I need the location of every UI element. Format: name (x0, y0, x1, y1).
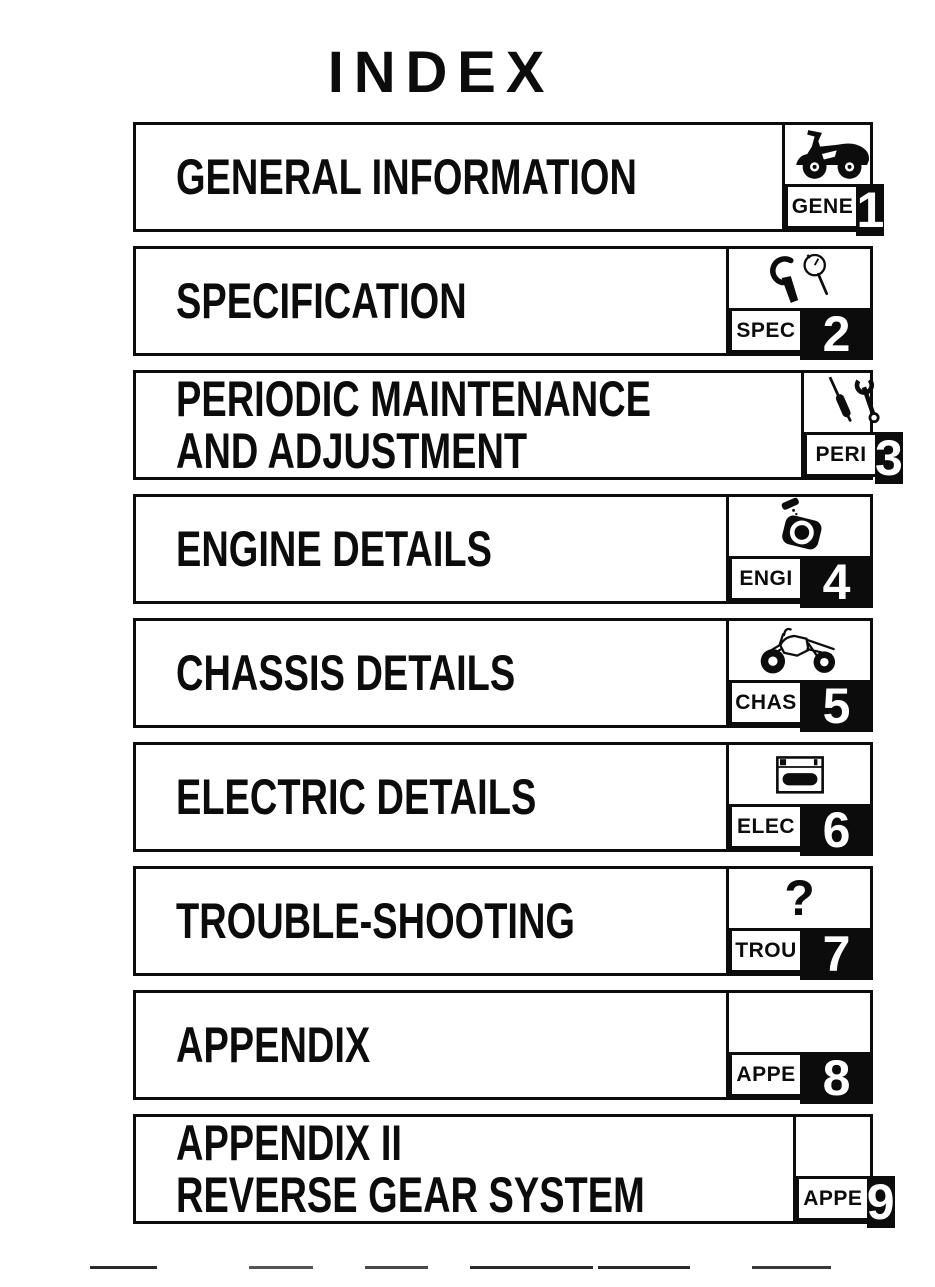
section-number-tab: 4 (800, 556, 873, 608)
section-abbr-tab: APPE (796, 1176, 867, 1221)
section-abbr-tab: TROU (729, 928, 800, 973)
section-title-cell (136, 249, 726, 353)
section-title: ELECTRIC DETAILS (176, 769, 537, 825)
tab-strip (729, 554, 870, 610)
section-tab-column (726, 869, 870, 982)
icon-cell (729, 621, 870, 679)
measuring-tools-icon (754, 249, 846, 307)
section-electric-details (133, 742, 873, 858)
section-tab-column (801, 373, 903, 486)
section-number-tab: 5 (800, 680, 873, 732)
section-tab-column (726, 249, 870, 362)
page-title: INDEX (327, 40, 555, 105)
index-list (133, 122, 903, 1238)
section-title: CHASSIS DETAILS (176, 645, 516, 701)
section-tab-column (782, 125, 885, 238)
tab-strip (804, 430, 903, 486)
section-abbr-tab: ENGI (729, 556, 800, 601)
section-tab-column (726, 993, 870, 1106)
section-title: TROUBLE-SHOOTING (176, 893, 575, 949)
icon-cell (729, 249, 870, 307)
section-number-tab: 1 (856, 182, 885, 238)
section-abbr-tab: APPE (729, 1052, 800, 1097)
section-abbr-tab: GENE (785, 184, 856, 229)
section-title-cell (136, 621, 726, 725)
section-title: GENERAL INFORMATION (176, 149, 637, 205)
section-title-cell (136, 1117, 793, 1221)
cut-mark (752, 1266, 831, 1269)
section-appendix (133, 990, 873, 1106)
section-title: APPENDIX (176, 1017, 371, 1073)
chassis-frame-icon (752, 621, 848, 679)
cut-mark (90, 1266, 157, 1269)
section-title-cell (136, 745, 726, 849)
section-title-line2: REVERSE GEAR SYSTEM (176, 1167, 645, 1223)
section-abbr-tab: SPEC (729, 308, 800, 353)
section-chassis-details (133, 618, 873, 734)
icon-cell (729, 497, 870, 555)
section-abbr-tab: PERI (804, 432, 875, 477)
section-title: APPENDIX II (176, 1115, 402, 1171)
section-abbr-tab: ELEC (729, 804, 800, 849)
atv-icon (787, 126, 879, 182)
cut-mark (249, 1266, 313, 1269)
section-periodic-maintenance (133, 370, 903, 486)
section-title-cell (136, 125, 782, 229)
cut-mark (598, 1266, 690, 1269)
engine-icon (754, 497, 846, 555)
wrench-screwdriver-icon (806, 373, 898, 431)
icon-cell (729, 745, 870, 803)
section-general-information (133, 122, 885, 238)
icon-cell (729, 869, 870, 927)
icon-cell-empty (796, 1117, 892, 1175)
tab-strip (785, 182, 885, 238)
section-engine-details (133, 494, 873, 610)
section-number-tab: 8 (800, 1052, 873, 1104)
section-appendix-2 (133, 1114, 895, 1230)
section-tab-column (726, 621, 870, 734)
battery-icon (754, 747, 846, 801)
section-number-tab: 7 (800, 928, 873, 980)
section-number-tab: 6 (800, 804, 873, 856)
cut-mark (365, 1266, 428, 1269)
tab-strip (729, 802, 870, 858)
section-number-tab: 9 (866, 1174, 895, 1230)
section-specification (133, 246, 873, 362)
section-abbr-tab: CHAS (729, 680, 800, 725)
section-tab-column (793, 1117, 895, 1230)
section-title: PERIODIC MAINTENANCE (176, 371, 652, 427)
tab-strip (729, 306, 870, 362)
question-mark-icon: ? (784, 870, 815, 926)
page-cut-marks (0, 1266, 935, 1270)
section-title-cell (136, 373, 801, 477)
section-tab-column (726, 497, 870, 610)
icon-cell-empty (729, 993, 870, 1051)
section-trouble-shooting (133, 866, 873, 982)
tab-strip (729, 1050, 870, 1106)
icon-cell (785, 125, 881, 183)
section-tab-column (726, 745, 870, 858)
section-title-cell (136, 993, 726, 1097)
section-number-tab: 3 (875, 430, 903, 486)
icon-cell (804, 373, 900, 431)
tab-strip (796, 1174, 895, 1230)
section-number-tab: 2 (800, 308, 873, 360)
section-title-cell (136, 497, 726, 601)
tab-strip (729, 678, 870, 734)
tab-strip (729, 926, 870, 982)
section-title: ENGINE DETAILS (176, 521, 492, 577)
section-title-cell (136, 869, 726, 973)
section-title-line2: AND ADJUSTMENT (176, 423, 528, 479)
cut-mark (470, 1266, 593, 1269)
section-title: SPECIFICATION (176, 273, 467, 329)
